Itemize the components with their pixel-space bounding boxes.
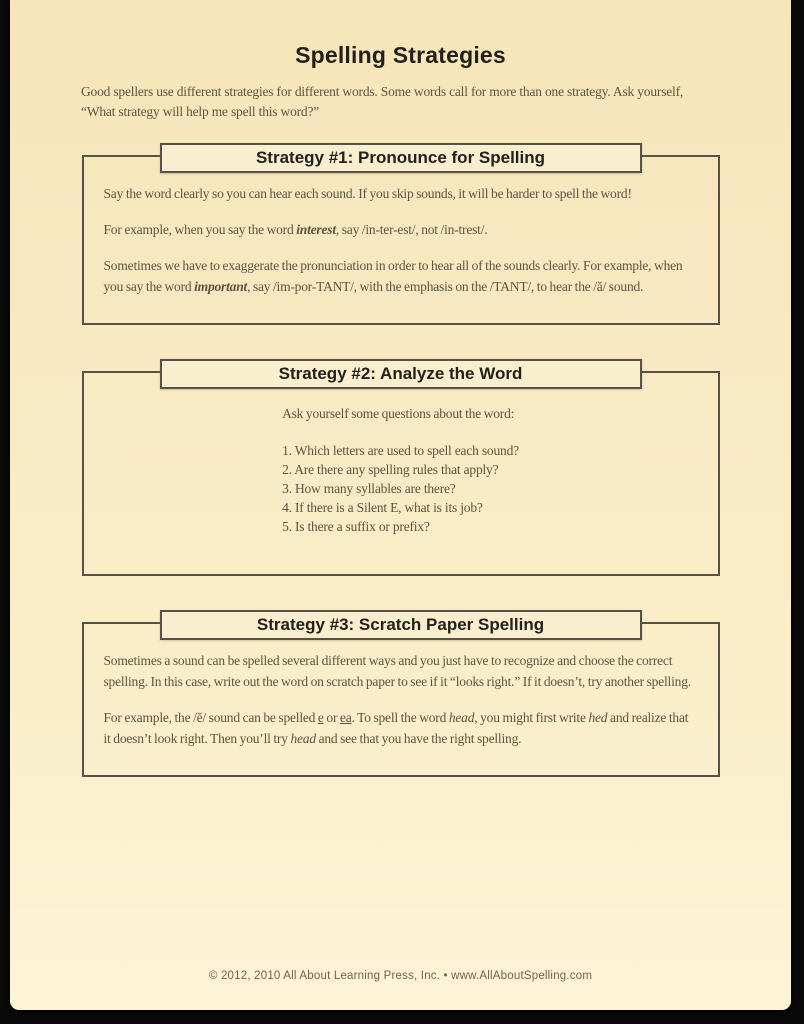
footer-copyright: © 2012, 2010 All About Learning Press, Inc. • www.AllAboutSpelling.com: [208, 970, 593, 982]
strategy-2-header: [160, 359, 642, 389]
strategy-1-header: [160, 143, 642, 173]
intro-text: Good spellers use different strategies for different words. Some words call for more than one strategy. Ask yourself, “What strategy will help me spell this word?”: [81, 84, 684, 119]
strategy-3-paragraph-2: For example, the /ĕ/ sound can be spelled e or ea. To spell the word head, you might first write hed and realize that it doesn’t look right. Then you’ll try head and see that you have the right spelling.: [103, 710, 689, 746]
strategy-2-question-2: 2. Are there any spelling rules that apply?: [282, 462, 499, 477]
strategy-3-box: [82, 615, 720, 777]
strategy-1-paragraph-3: Sometimes we have to exaggerate the pronunciation in order to hear all of the sounds clearly. For example, when you say the word important, say /im-por-TANT/, with the emphasis on the /TANT/, to hear the /ă/ sound.: [103, 258, 683, 294]
worksheet-page: [10, 0, 791, 1010]
strategy-2-box: [82, 364, 720, 576]
strategy-1-paragraph-1: Say the word clearly so you can hear each sound. If you skip sounds, it will be harder to spell the word!: [103, 186, 632, 201]
strategy-1-header-label: Strategy #1: Pronounce for Spelling: [255, 148, 546, 167]
strategy-2-lead: Ask yourself some questions about the word:: [282, 406, 515, 421]
strategy-1-paragraph-2: For example, when you say the word interest, say /in-ter-est/, not /in-trest/.: [103, 222, 488, 237]
strategy-3-header-label: Strategy #3: Scratch Paper Spelling: [256, 615, 545, 634]
strategy-1-box: [82, 148, 720, 325]
strategy-2-header-label: Strategy #2: Analyze the Word: [278, 364, 523, 383]
strategy-3-paragraph-1: Sometimes a sound can be spelled several different ways and you just have to recognize and choose the correct spelling. In this case, write out the word on scratch paper to see if it “looks right.” If it doesn’t, try another spelling.: [103, 653, 691, 689]
strategy-2-question-3: 3. How many syllables are there?: [282, 481, 456, 496]
strategy-2-question-5: 5. Is there a suffix or prefix?: [282, 519, 430, 534]
page-title: Spelling Strategies: [295, 42, 506, 68]
strategy-2-content: [282, 403, 519, 554]
strategy-3-header: [160, 610, 642, 640]
strategy-2-question-1: 1. Which letters are used to spell each sound?: [282, 443, 519, 458]
strategy-2-question-4: 4. If there is a Silent E, what is its job?: [282, 500, 483, 515]
